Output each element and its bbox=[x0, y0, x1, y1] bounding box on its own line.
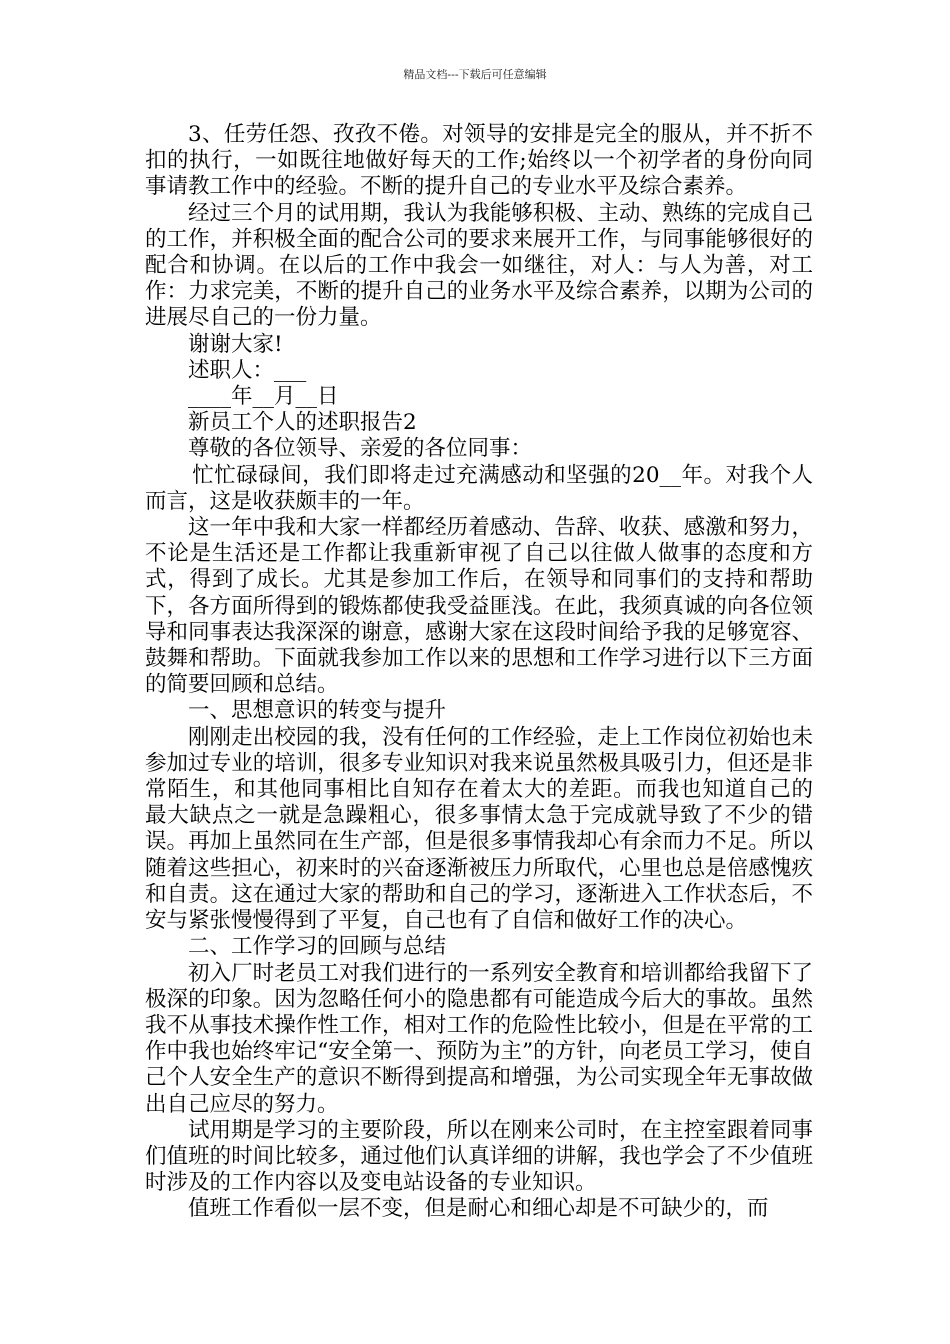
paragraph: 试用期是学习的主要阶段，所以在刚来公司时，在主控室跟着同事们值班的时间比较多，通过他们认真详细的讲解，我也学会了不少值班时涉及的工作内容以及变电站设备的专业知识。 bbox=[145, 1117, 813, 1196]
paragraph: 3、任劳任怨、孜孜不倦。对领导的安排是完全的服从，并不折不扣的执行，一如既往地做好每天的工作;始终以一个初学者的身份向同事请教工作中的经验。不断的提升自己的专业水平及综合素养。 bbox=[145, 122, 813, 200]
section-heading: 一、思想意识的转变与提升 bbox=[188, 698, 447, 724]
paragraph: 经过三个月的试用期，我认为我能够积极、主动、熟练的完成自己的工作，并积极全面的配合公司的要求来展开工作，与同事能够很好的配合和协调。在以后的工作中我会一如继往，对人：与人为善，对工作：力求完美，不断的提升自己的业务水平及综合素养，以期为公司的进展尽自己的一份力量。 bbox=[145, 200, 813, 331]
paragraph: 值班工作看似一层不变，但是耐心和细心却是不可缺少的，而 bbox=[188, 1196, 769, 1222]
paragraph: 这一年中我和大家一样都经历着感动、告辞、收获、感激和努力，不论是生活还是工作都让我重新审视了自己以往做人做事的态度和方式，得到了成长。尤其是参加工作后，在领导和同事们的支持和帮助下，各方面所得到的锻炼都使我受益匪浅。在此，我须真诚的向各位领导和同事表达我深深的谢意，感谢大家在这段时间给予我的足够宽容、鼓舞和帮助。下面就我参加工作以来的思想和工作学习进行以下三方面的简要回顾和总结。 bbox=[145, 515, 813, 698]
paragraph: 刚刚走出校园的我，没有任何的工作经验，走上工作岗位初始也未参加过专业的培训，很多专业知识对我来说虽然极具吸引力，但还是非常陌生，和其他同事相比自知存在着太大的差距。而我也知道自己的 最大缺点之一就是急躁粗心，很多事情太急于完成就导致了不少的错误。再加上虽然同在生产部，但是很多事情我却心有余而力不足。所以随着这些担心，初来时的兴奋逐渐被压力所取代，心里也总是倍感愧疚和自责。这在通过大家的帮助和自己的学习，逐渐进入工作状态后，不安与紧张慢慢得到了平复，自己也有了自信和做好工作的决心。 bbox=[145, 724, 813, 934]
paragraph: 初入厂时老员工对我们进行的一系列安全教育和培训都给我留下了极深的印象。因为忽略任何小的隐患都有可能造成今后大的事故。虽然我不从事技术操作性工作，相对工作的危险性比较小，但是在平常的工作中我也始终牢记“安全第一、预防为主”的方针，向老员工学习，使自己个人安全生产的意识不断得到提高和增强，为公司实现全年无事故做出自己应尽的努力。 bbox=[145, 960, 813, 1117]
section-heading: 二、工作学习的回顾与总结 bbox=[188, 934, 447, 960]
paragraph: 忙忙碌碌间，我们即将走过充满感动和坚强的20__年。对我个人而言，这是收获颇丰的一年。 bbox=[145, 462, 813, 514]
section-title: 新员工个人的述职报告2 bbox=[188, 410, 417, 436]
signature-line: 述职人：___ bbox=[188, 357, 307, 383]
page-header: 精品文档---下载后可任意编辑 bbox=[403, 68, 547, 81]
document-body bbox=[145, 122, 813, 1223]
date-line: ____年__月__日 bbox=[188, 384, 339, 410]
salutation: 尊敬的各位领导、亲爱的各位同事： bbox=[188, 436, 533, 462]
paragraph: 谢谢大家! bbox=[188, 331, 283, 357]
